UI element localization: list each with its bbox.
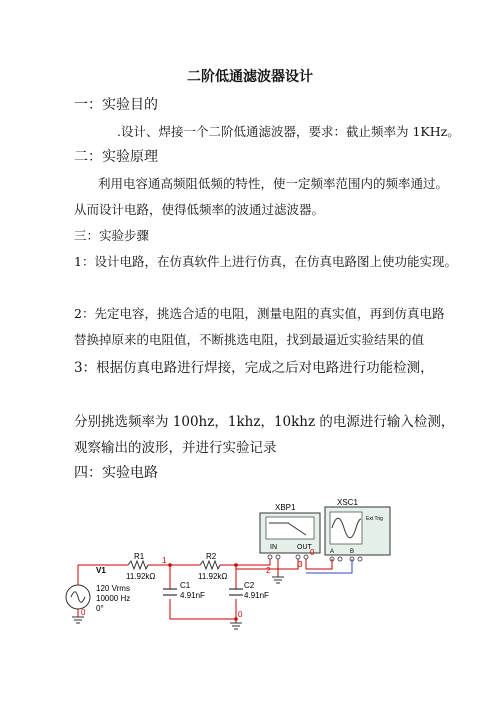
- document-title: 二阶低通滤波器设计: [187, 69, 313, 85]
- bode-screen: [266, 517, 314, 539]
- v1-label: V1: [96, 566, 106, 575]
- c2-capacitor: [229, 589, 243, 595]
- node-2: 2: [266, 566, 271, 575]
- channel-a-label: A: [330, 549, 335, 555]
- r2-value: 11.92kΩ: [198, 572, 228, 581]
- section3-heading: 三：实验步骤: [74, 228, 150, 243]
- section1-body: .设计、焊接一个二阶低通滤波器，要求：截止频率为 1KHz。: [117, 124, 460, 139]
- scope-terminals: [330, 557, 362, 561]
- section2-line2: 从而设计电路，使得低频率的波通过滤波器。: [74, 202, 325, 217]
- node-1: 1: [162, 556, 167, 565]
- circuit-diagram: [60, 485, 400, 645]
- c1-value: 4.91nF: [180, 591, 205, 600]
- section1-heading: 一：实验目的: [74, 97, 158, 113]
- r2-resistor: [200, 561, 220, 569]
- xbp1-out-label: OUT: [297, 544, 312, 551]
- c1-label: C1: [180, 581, 191, 590]
- scope-screen: [330, 512, 362, 544]
- r2-label: R2: [206, 552, 217, 561]
- node-0-caps: 0: [238, 610, 243, 619]
- r1-resistor: [128, 561, 148, 569]
- section2-heading: 二：实验原理: [74, 149, 158, 165]
- xbp1-in-label: IN: [270, 544, 277, 551]
- step1-text: 1：设计电路，在仿真软件上进行仿真，在仿真电路图上使功能实现。: [74, 254, 457, 269]
- bode-terminals: [268, 555, 308, 559]
- step3-line3: 观察输出的波形，并进行实验记录: [74, 440, 277, 456]
- c2-label: C2: [244, 581, 255, 590]
- node-0-bode: 0: [310, 548, 315, 557]
- scope-b-wire: [306, 559, 352, 573]
- section4-heading: 四：实验电路: [74, 465, 158, 481]
- xbp1-label: XBP1: [275, 503, 296, 512]
- v1-frequency: 10000 Hz: [96, 594, 131, 603]
- step3-line2: 分别挑选频率为 100hz，1khz，10khz 的电源进行输入检测，: [74, 414, 455, 430]
- step2-line2: 替换掉原来的电阻值，不断挑选电阻，找到最逼近实验结果的值: [74, 332, 425, 347]
- r1-label: R1: [134, 552, 145, 561]
- node-3: 3: [298, 560, 303, 569]
- c1-capacitor: [163, 589, 177, 595]
- xsc1-label: XSC1: [337, 498, 358, 507]
- node-0-source: 0: [81, 608, 86, 617]
- ext-trig-label: Ext Trig: [366, 516, 383, 522]
- r1-value: 11.92kΩ: [126, 572, 156, 581]
- v1-phase: 0°: [96, 604, 104, 613]
- step3-line1: 3：根据仿真电路进行焊接，完成之后对电路进行功能检测，: [74, 360, 434, 376]
- section2-line1: 利用电容通高频阻低频的特性，使一定频率范围内的频率通过。: [98, 176, 449, 191]
- channel-b-label: B: [350, 549, 355, 555]
- c2-value: 4.91nF: [244, 591, 269, 600]
- v1-amplitude: 120 Vrms: [96, 584, 130, 593]
- step2-line1: 2：先定电容，挑选合适的电阻，测量电阻的真实值，再到仿真电路: [74, 306, 445, 321]
